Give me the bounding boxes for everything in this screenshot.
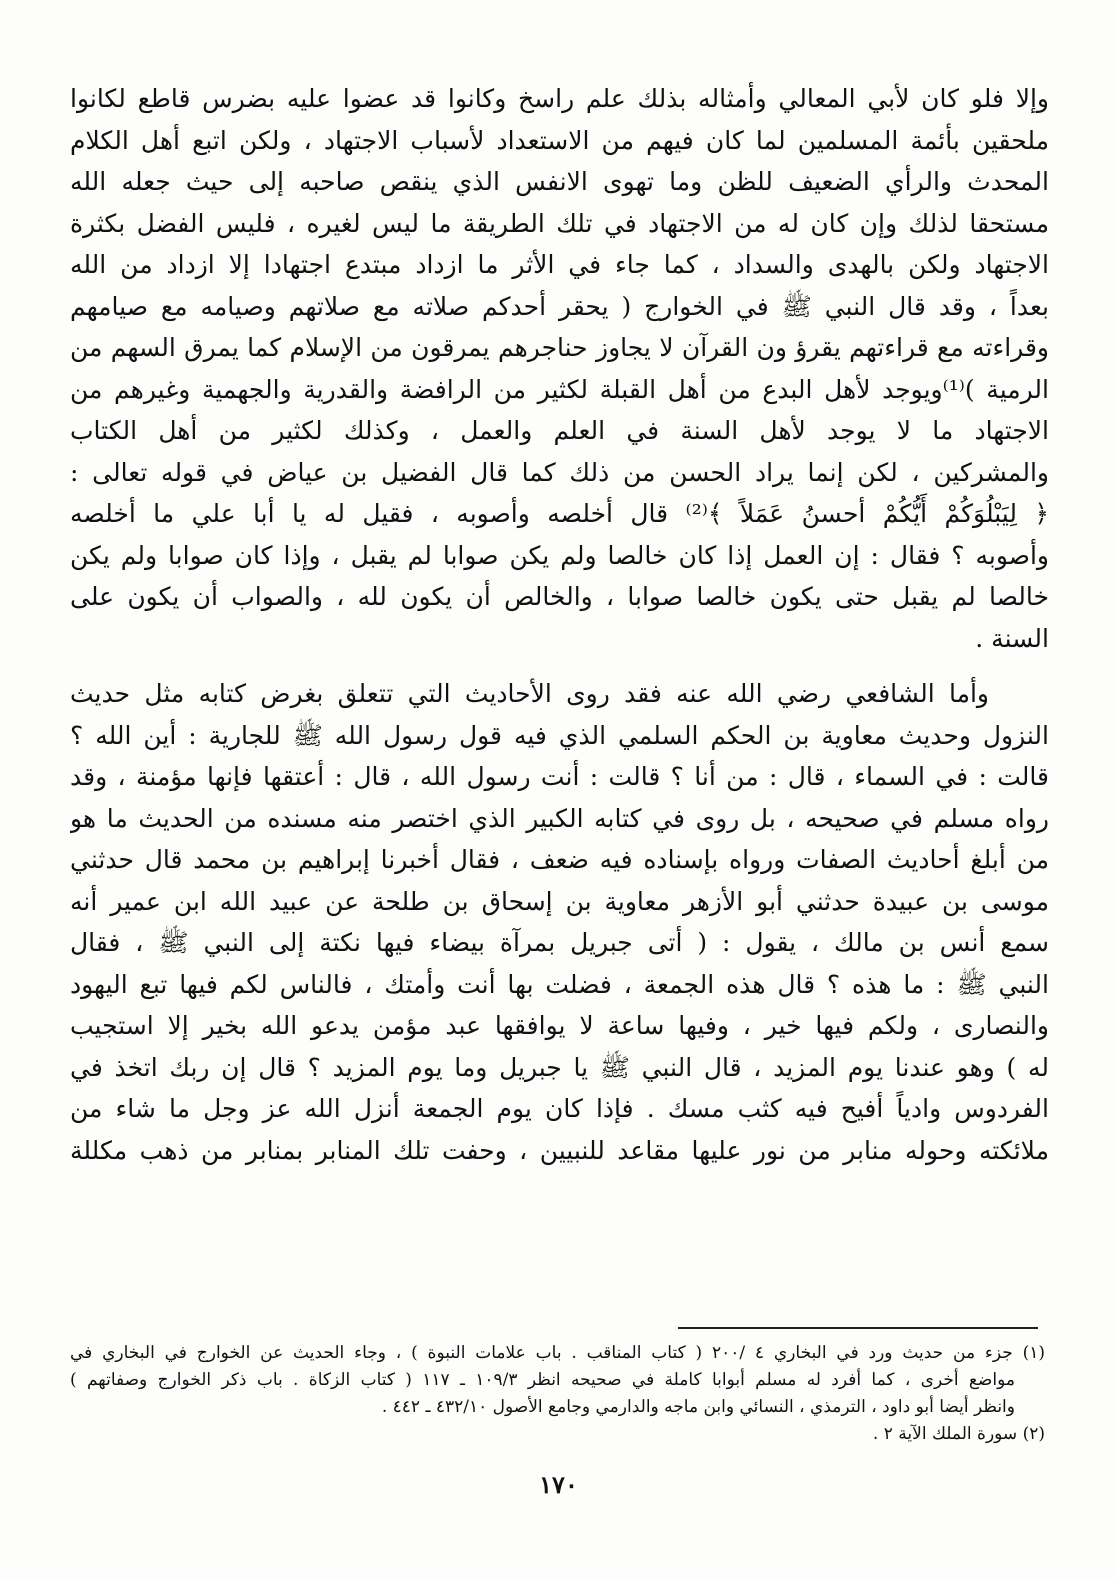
footnote-1-line: (١) جزء من حديث ورد في البخاري ٤ /٢٠٠ ( كتاب المناقب . باب علامات النبوة ) ، وجاء الحديث عن الخوارج في البخاري في <box>70 1343 1045 1363</box>
text-line: الفردوس وادياً أفيح فيه كثب مسك . فإذا كان يوم الجمعة أنزل الله عز وجل ما شاء من <box>70 1094 1049 1123</box>
text-line: قالت : في السماء ، قال : من أنا ؟ قالت : أنت رسول الله ، قال : أعتقها فإنها مؤمنة ، وقد <box>70 762 1049 791</box>
text-line: الاجتهاد ما لا يوجد لأهل السنة في العلم والعمل ، وكذلك لكثير من أهل الكتاب <box>70 416 1049 445</box>
main-text <box>70 78 1049 1171</box>
text-line: الاجتهاد ولكن بالهدى والسداد ، كما جاء في الأثر ما ازداد مبتدع اجتهادا إلا ازداد من الله <box>70 250 1049 279</box>
text-line: الرمية )⁽¹⁾ويوجد لأهل البدع من أهل القبلة لكثير من الرافضة والقدرية والجهمية وغيرهم من <box>70 374 1049 404</box>
text-line: وإلا فلو كان لأبي المعالي وأمثاله بذلك علم راسخ وكانوا قد عضوا عليه بضرس قاطع لكانوا <box>70 84 1049 113</box>
text-line: رواه مسلم في صحيحه ، بل روى في كتابه الكبير الذي اختصر منه مسنده من الحديث ما هو <box>70 803 1049 833</box>
text-line: مستحقا لذلك وإن كان له من الاجتهاد في تلك الطريقة ما ليس لغيره ، فليس الفضل بكثرة <box>70 208 1049 238</box>
text-line: ملحقين بأئمة المسلمين لما كان فيهم من الاستعداد لأسباب الاجتهاد ، ولكن اتبع أهل الكلام <box>70 125 1049 155</box>
footnote-1-line: مواضع أخرى ، كما أفرد له مسلم أبوابا كاملة في صحيحه انظر ١٠٩/٣ ـ ١١٧ ( كتاب الزكاة . باب ذكر الخوارج وصفاتهم ) <box>70 1370 1015 1390</box>
text-line: ملائكته وحوله منابر من نور عليها مقاعد للنبيين ، وحفت تلك المنابر بمنابر من ذهب مكللة <box>70 1135 1049 1165</box>
page-number: ١٧٠ <box>539 1470 578 1499</box>
text-line: خالصا لم يقبل حتى يكون خالصا صوابا ، والخالص أن يكون لله ، والصواب أن يكون على <box>70 582 1049 611</box>
text-line: وأصوبه ؟ فقال : إن العمل إذا كان خالصا ولم يكن صوابا لم يقبل ، وإذا كان صوابا ولم يكن <box>70 540 1049 570</box>
text-line: والنصارى ، ولكم فيها خير ، وفيها ساعة لا يوافقها عبد مؤمن يدعو الله بخير إلا استجيب <box>70 1011 1049 1040</box>
footnote-separator <box>678 1327 1038 1329</box>
text-line: النبي ﷺ : ما هذه ؟ قال هذه الجمعة ، فضلت بها أنت وأمتك ، فالناس لكم فيها تبع اليهود <box>70 969 1049 999</box>
text-line: وقراءته مع قراءتهم يقرؤ ون القرآن لا يجاوز حناجرهم يمرقون من الإسلام كما يمرق السهم من <box>70 333 1049 362</box>
text-line: سمع أنس بن مالك ، يقول : ( أتى جبريل بمرآة بيضاء فيها نكتة إلى النبي ﷺ ، فقال <box>70 928 1049 957</box>
text-line: النزول وحديث معاوية بن الحكم السلمي الذي فيه قول رسول الله ﷺ للجارية : أين الله ؟ <box>70 720 1049 750</box>
quran-verse-line: ﴿ لِيَبْلُوَكُمْ أَيُّكُمْ أحسنُ عَمَلاً ﴾⁽²⁾ قال أخلصه وأصوبه ، فقيل له يا أبا علي ما أخلصه <box>70 499 1049 528</box>
text-line: المحدث والرأي الضعيف للظن وما تهوى الانفس الذي ينقص صاحبه إلى حيث جعله الله <box>70 167 1049 196</box>
text-line: والمشركين ، لكن إنما يراد الحسن من ذلك كما قال الفضيل بن عياض في قوله تعالى : <box>70 457 1049 487</box>
footnote-2: (٢) سورة الملك الآية ٢ . <box>872 1424 1045 1444</box>
text-line: بعداً ، وقد قال النبي ﷺ في الخوارج ( يحقر أحدكم صلاته مع صلاتهم وصيامه مع صيامهم <box>70 291 1049 321</box>
footnotes <box>70 1340 1045 1448</box>
footnote-1-line: وانظر أيضا أبو داود ، الترمذي ، النسائي وابن ماجه والدارمي وجامع الأصول ٤٣٢/١٠ ـ ٤٤٢ . <box>381 1397 1015 1417</box>
text-line: من أبلغ أحاديث الصفات ورواه بإسناده فيه ضعف ، فقال أخبرنا إبراهيم بن محمد قال حدثني <box>70 845 1049 874</box>
text-line: السنة . <box>975 623 1049 653</box>
text-line: له ) وهو عندنا يوم المزيد ، قال النبي ﷺ يا جبريل وما يوم المزيد ؟ قال إن ربك اتخذ في <box>70 1052 1049 1082</box>
text-line: موسى بن عبيدة حدثني أبو الأزهر معاوية بن إسحاق بن طلحة عن عبيد الله ابن عمير أنه <box>70 886 1049 916</box>
paragraph-start-line: وأما الشافعي رضي الله عنه فقد روى الأحاديث التي تتعلق بغرض كتابه مثل حديث <box>70 679 989 708</box>
